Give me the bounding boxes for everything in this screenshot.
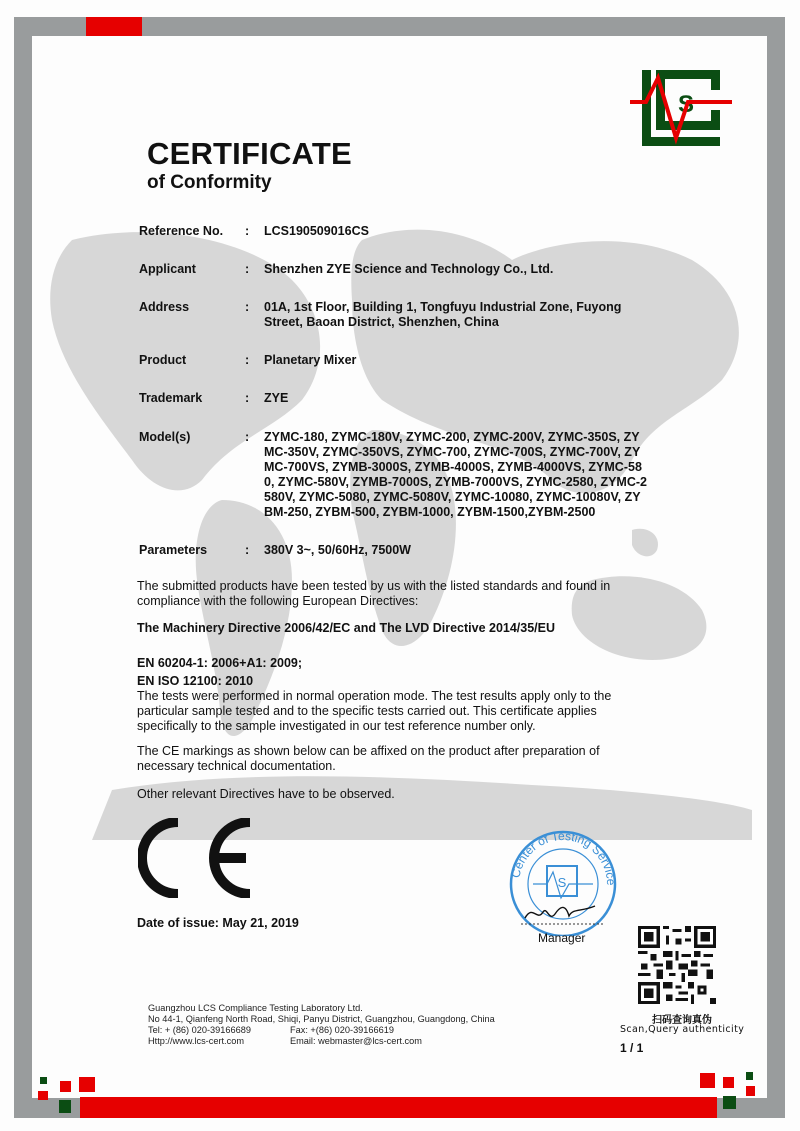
- field-colon: :: [245, 430, 250, 444]
- other-note: Other relevant Directives have to be observed.: [137, 787, 395, 801]
- decor-square: [38, 1091, 48, 1100]
- tests-note: The tests were performed in normal operation mode. The test results apply only to the particular sample tested and to the specific tests carried out. This certificate applies specifically to the sample investigated in our test reference number only.: [137, 689, 612, 733]
- standard-2: EN ISO 12100: 2010: [137, 674, 254, 688]
- qr-caption-en: Scan,Query authenticity: [620, 1024, 745, 1035]
- standard-1: EN 60204-1: 2006+A1: 2009;: [137, 656, 303, 670]
- testing-service-stamp: [503, 826, 623, 936]
- date-of-issue: Date of issue: May 21, 2019: [137, 916, 299, 930]
- decor-square: [723, 1077, 734, 1088]
- field-label: Address: [139, 300, 190, 314]
- field-colon: :: [245, 224, 250, 238]
- field-value: 380V 3~, 50/60Hz, 7500W: [264, 543, 411, 557]
- decor-square: [723, 1096, 736, 1109]
- ce-mark-icon: [138, 818, 258, 898]
- field-colon: :: [245, 391, 250, 405]
- field-value: Planetary Mixer: [264, 353, 357, 367]
- svg-text:S: S: [557, 875, 567, 890]
- decor-square: [700, 1073, 715, 1088]
- field-colon: :: [245, 543, 250, 557]
- field-value: ZYMC-180, ZYMC-180V, ZYMC-200, ZYMC-200V, ZYMC-350S, ZYMC-350V, ZYMC-350VS, ZYMC-700, ZYMC-700S, ZYMC-700V, ZYMC-700VS, ZYMB-3000S, ZYMB-4000S, ZYMB-4000VS, ZYMC-580, ZYMC-580V, ZYMB-7000S, ZYMB-7000VS, ZYMC-2580, ZYMC-2580V, ZYMC-5080, ZYMC-5080V, ZYMC-10080, ZYMC-10080V, ZYBM-250, ZYBM-500, ZYBM-1000, ZYBM-1500,ZYBM-2500: [264, 430, 647, 519]
- certificate-title: CERTIFICATE: [147, 136, 352, 171]
- footer-company: Guangzhou LCS Compliance Testing Laboratory Ltd.: [148, 1003, 363, 1013]
- intro-text: The submitted products have been tested by us with the listed standards and found in compliance with the following European Directives:: [137, 579, 611, 608]
- svg-text:S: S: [677, 91, 695, 118]
- footer-fax: Fax: +(86) 020-39166619: [290, 1025, 394, 1035]
- frame-accent-bottom: [80, 1097, 717, 1118]
- page-number: 1 / 1: [620, 1041, 644, 1055]
- decor-square: [59, 1100, 71, 1113]
- footer-web-link[interactable]: Http://www.lcs-cert.com: [148, 1036, 244, 1046]
- ce-note: The CE markings as shown below can be affixed on the product after preparation of necessary technical documentation.: [137, 744, 600, 773]
- certificate-subtitle: of Conformity: [147, 172, 272, 193]
- field-label: Trademark: [139, 391, 203, 405]
- frame-border-right: [767, 17, 785, 1118]
- directives-text: The Machinery Directive 2006/42/EC and The LVD Directive 2014/35/EU: [137, 621, 556, 635]
- field-label: Product: [139, 353, 187, 367]
- footer-address: No 44-1, Qianfeng North Road, Shiqi, Panyu District, Guangzhou, Guangdong, China: [148, 1014, 495, 1024]
- field-colon: :: [245, 353, 250, 367]
- field-colon: :: [245, 262, 250, 276]
- frame-accent-top: [86, 17, 142, 36]
- field-value: Shenzhen ZYE Science and Technology Co., Ltd.: [264, 262, 554, 276]
- field-value: LCS190509016CS: [264, 224, 369, 238]
- decor-square: [60, 1081, 71, 1092]
- decor-square: [79, 1077, 95, 1092]
- manager-label: Manager: [538, 931, 586, 945]
- footer-tel: Tel: + (86) 020-39166689: [148, 1025, 251, 1035]
- field-colon: :: [245, 300, 250, 314]
- field-label: Applicant: [139, 262, 196, 276]
- field-label: Parameters: [139, 543, 208, 557]
- qr-code[interactable]: [638, 926, 716, 1004]
- field-value: 01A, 1st Floor, Building 1, Tongfuyu Industrial Zone, Fuyong Street, Baoan District, Shenzhen, China: [264, 300, 622, 329]
- footer-email-link[interactable]: Email: webmaster@lcs-cert.com: [290, 1036, 422, 1046]
- decor-square: [746, 1086, 755, 1096]
- svg-text:Center of Testing Service: Center of Testing Service: [508, 828, 619, 886]
- decor-square: [746, 1072, 753, 1080]
- frame-border-left: [14, 17, 32, 1118]
- field-value: ZYE: [264, 391, 289, 405]
- decor-square: [40, 1077, 47, 1084]
- lcs-logo: [628, 64, 738, 154]
- field-label: Model(s): [139, 430, 191, 444]
- qr-caption-cn: 扫码查询真伪: [652, 1015, 712, 1026]
- field-label: Reference No.: [139, 224, 224, 238]
